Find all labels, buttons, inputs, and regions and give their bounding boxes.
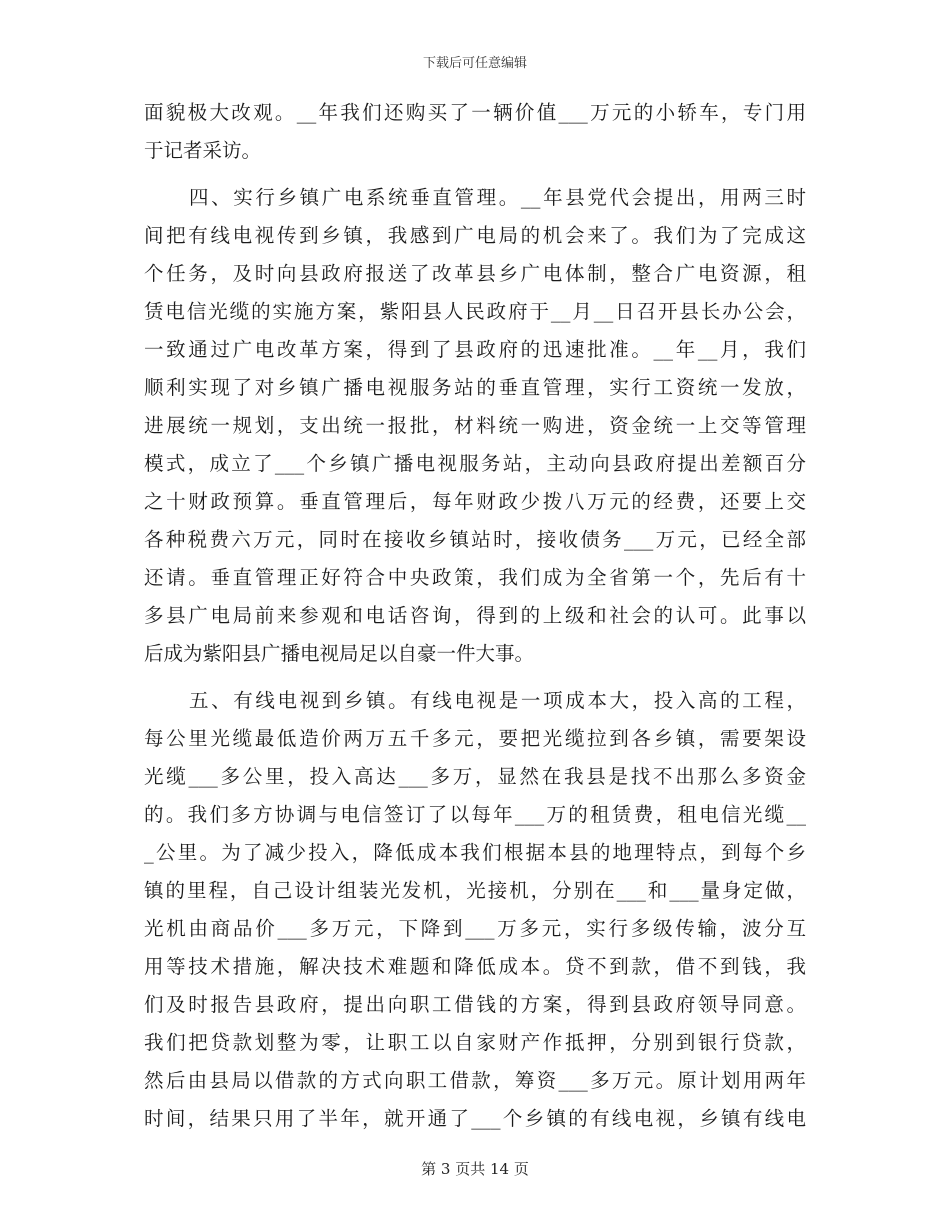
paragraph-start-line: 五、有线电视到乡镇。有线电视是一项成本大，投入高的工程， bbox=[189, 689, 806, 712]
text-line: 顺利实现了对乡镇广播电视服务站的垂直管理，实行工资统一发放， bbox=[144, 376, 806, 399]
text-line: 后成为紫阳县广播电视局足以自豪一件大事。 bbox=[144, 642, 535, 665]
text-line: 我们把贷款划整为零，让职工以自家财产作抵押，分别到银行贷款， bbox=[144, 1031, 806, 1054]
text-line: 光缆___多公里，投入高达___多万，显然在我县是找不出那么多资金 bbox=[144, 765, 806, 788]
text-line: 时间，结果只用了半年，就开通了___个乡镇的有线电视，乡镇有线电 bbox=[144, 1107, 806, 1130]
text-line: 一致通过广电改革方案，得到了县政府的迅速批准。__年__月，我们 bbox=[144, 338, 806, 361]
text-line: 然后由县局以借款的方式向职工借款，筹资___多万元。原计划用两年 bbox=[144, 1069, 806, 1092]
document-body bbox=[144, 94, 806, 1138]
page-header: 下载后可任意编辑 bbox=[422, 56, 527, 71]
text-line: 进展统一规划，支出统一报批，材料统一购进，资金统一上交等管理 bbox=[144, 414, 806, 437]
text-line: 面貌极大改观。__年我们还购买了一辆价值___万元的小轿车，专门用 bbox=[144, 101, 806, 124]
paragraph-start-line: 四、实行乡镇广电系统垂直管理。__年县党代会提出，用两三时 bbox=[189, 186, 806, 209]
text-line: 赁电信光缆的实施方案，紫阳县人民政府于__月__日召开县长办公会， bbox=[144, 300, 806, 323]
text-line: 多县广电局前来参观和电话咨询，得到的上级和社会的认可。此事以 bbox=[144, 604, 806, 627]
text-line: 个任务，及时向县政府报送了改革县乡广电体制，整合广电资源，租 bbox=[144, 262, 806, 285]
page-number: 第 3 页共 14 页 bbox=[421, 1160, 529, 1178]
text-line: 用等技术措施，解决技术难题和降低成本。贷不到款，借不到钱，我 bbox=[144, 955, 806, 978]
text-line: 光机由商品价___多万元，下降到___万多元，实行多级传输，波分互 bbox=[144, 917, 806, 940]
text-line: 于记者采访。 bbox=[144, 139, 262, 162]
text-line: 镇的里程，自己设计组装光发机，光接机，分别在___和___量身定做， bbox=[144, 879, 806, 902]
text-line: 们及时报告县政府，提出向职工借钱的方案，得到县政府领导同意。 bbox=[144, 993, 806, 1016]
text-line: 每公里光缆最低造价两万五千多元，要把光缆拉到各乡镇，需要架设 bbox=[144, 727, 806, 750]
text-line: 间把有线电视传到乡镇，我感到广电局的机会来了。我们为了完成这 bbox=[144, 224, 806, 247]
text-line: 各种税费六万元，同时在接收乡镇站时，接收债务___万元，已经全部 bbox=[144, 528, 806, 551]
text-line: 还请。垂直管理正好符合中央政策，我们成为全省第一个，先后有十 bbox=[144, 566, 806, 589]
text-line: 的。我们多方协调与电信签订了以每年___万的租赁费，租电信光缆__ bbox=[144, 803, 806, 826]
text-line: 之十财政预算。垂直管理后，每年财政少拨八万元的经费，还要上交 bbox=[144, 490, 806, 513]
text-line: 模式，成立了___个乡镇广播电视服务站，主动向县政府提出差额百分 bbox=[144, 452, 806, 475]
text-line: _公里。为了减少投入，降低成本我们根据本县的地理特点，到每个乡 bbox=[144, 841, 806, 864]
